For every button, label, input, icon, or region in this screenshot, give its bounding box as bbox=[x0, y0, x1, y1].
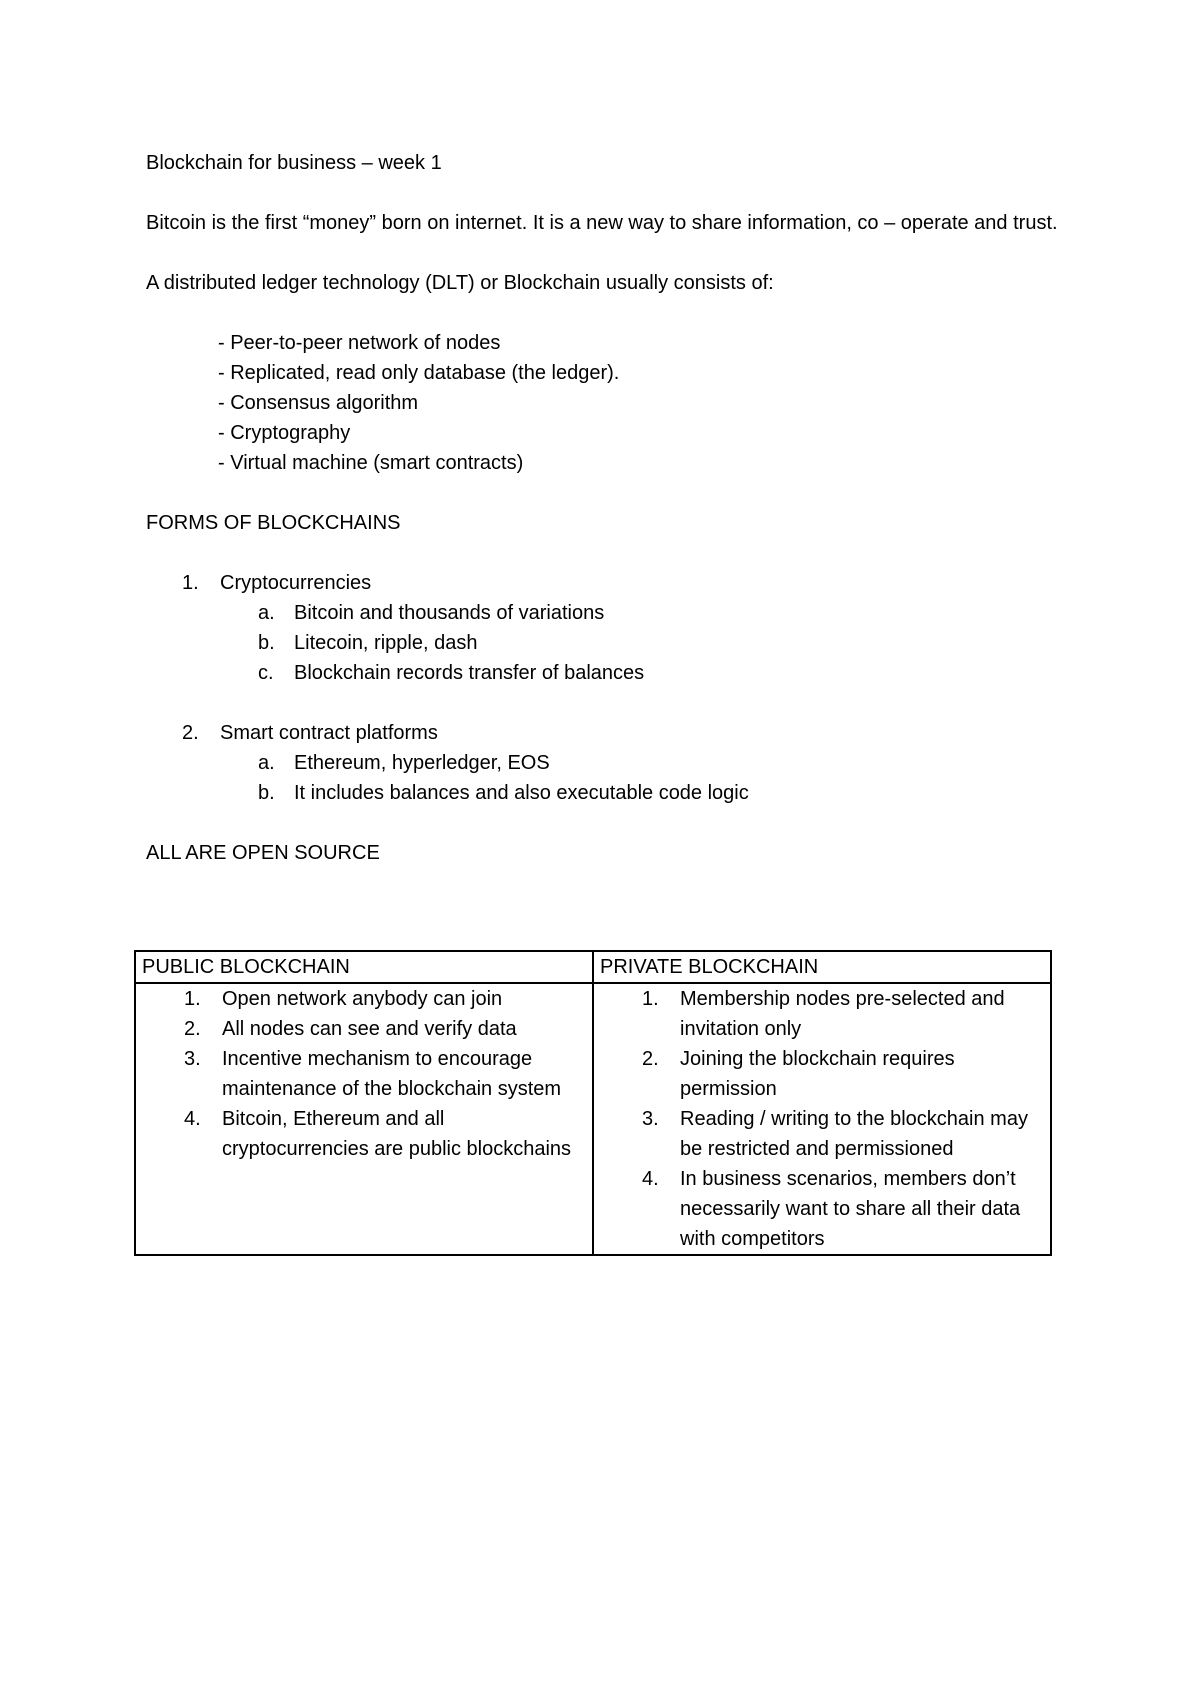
sub-list-item bbox=[220, 598, 1066, 628]
list-letter: c. bbox=[258, 662, 274, 684]
sub-list-item bbox=[220, 658, 1066, 688]
sub-list-item bbox=[220, 628, 1066, 658]
document-title: Blockchain for business – week 1 bbox=[146, 152, 442, 174]
list-item-text: Reading / writing to the blockchain may be restricted and permissioned bbox=[680, 1108, 1028, 1160]
private-list bbox=[600, 984, 1044, 1254]
list-item: - Virtual machine (smart contracts) bbox=[218, 448, 1066, 478]
list-item: - Replicated, read only database (the ledger). bbox=[218, 358, 1066, 388]
list-letter: a. bbox=[258, 752, 275, 774]
list-item bbox=[600, 1044, 1044, 1104]
forms-heading: FORMS OF BLOCKCHAINS bbox=[146, 512, 401, 534]
list-number: 4. bbox=[642, 1168, 659, 1190]
intro-paragraph: Bitcoin is the first “money” born on internet. It is a new way to share information, co – operate and trust. bbox=[146, 212, 1058, 234]
list-number: 2. bbox=[642, 1048, 659, 1070]
list-item-label: Cryptocurrencies bbox=[220, 572, 372, 594]
list-item bbox=[600, 1104, 1044, 1164]
public-list bbox=[142, 984, 586, 1164]
list-item-text: Membership nodes pre-selected and invitation only bbox=[680, 988, 1005, 1040]
list-letter: a. bbox=[258, 602, 275, 624]
list-letter: b. bbox=[258, 782, 275, 804]
list-item-label: Smart contract platforms bbox=[220, 722, 438, 744]
list-number: 1. bbox=[642, 988, 659, 1010]
dlt-list bbox=[146, 328, 1066, 478]
public-blockchain-cell bbox=[135, 983, 593, 1255]
forms-item-smart-contract-platforms bbox=[146, 718, 1066, 808]
list-item-text: Incentive mechanism to encourage maintenance of the blockchain system bbox=[222, 1048, 562, 1100]
list-item-text: In business scenarios, members don’t necessarily want to share all their data with competitors bbox=[680, 1168, 1021, 1250]
table-row bbox=[135, 983, 1051, 1255]
sub-list-text: Litecoin, ripple, dash bbox=[294, 632, 478, 654]
list-item bbox=[142, 984, 586, 1014]
list-item bbox=[600, 984, 1044, 1044]
open-source-note: ALL ARE OPEN SOURCE bbox=[146, 842, 380, 864]
dlt-heading: A distributed ledger technology (DLT) or Blockchain usually consists of: bbox=[146, 272, 774, 294]
sub-list-text: Blockchain records transfer of balances bbox=[294, 662, 645, 684]
list-number: 1. bbox=[184, 988, 201, 1010]
sub-list bbox=[220, 748, 1066, 808]
list-number: 2. bbox=[182, 722, 199, 744]
sub-list-text: Bitcoin and thousands of variations bbox=[294, 602, 605, 624]
sub-list-text: It includes balances and also executable code logic bbox=[294, 782, 749, 804]
list-item bbox=[142, 1014, 586, 1044]
list-item-text: All nodes can see and verify data bbox=[222, 1018, 517, 1040]
list-item: - Peer-to-peer network of nodes bbox=[218, 328, 1066, 358]
sub-list bbox=[220, 598, 1066, 688]
list-letter: b. bbox=[258, 632, 275, 654]
forms-list bbox=[146, 568, 1066, 808]
sub-list-text: Ethereum, hyperledger, EOS bbox=[294, 752, 550, 774]
list-item bbox=[142, 1044, 586, 1104]
sub-list-item bbox=[220, 748, 1066, 778]
list-item: - Consensus algorithm bbox=[218, 388, 1066, 418]
list-number: 3. bbox=[642, 1108, 659, 1130]
sub-list-item bbox=[220, 778, 1066, 808]
list-number: 1. bbox=[182, 572, 199, 594]
list-item bbox=[600, 1164, 1044, 1254]
list-item: - Cryptography bbox=[218, 418, 1066, 448]
comparison-table bbox=[134, 950, 1052, 1256]
document-page bbox=[146, 148, 1066, 868]
list-number: 4. bbox=[184, 1108, 201, 1130]
list-item-text: Open network anybody can join bbox=[222, 988, 503, 1010]
list-number: 3. bbox=[184, 1048, 201, 1070]
forms-item-cryptocurrencies bbox=[146, 568, 1066, 688]
list-item-text: Bitcoin, Ethereum and all cryptocurrencies are public blockchains bbox=[222, 1108, 572, 1160]
table-header-row bbox=[135, 951, 1051, 983]
private-blockchain-header: PRIVATE BLOCKCHAIN bbox=[593, 951, 1051, 983]
public-blockchain-header: PUBLIC BLOCKCHAIN bbox=[135, 951, 593, 983]
list-item-text: Joining the blockchain requires permission bbox=[680, 1048, 955, 1100]
list-item bbox=[142, 1104, 586, 1164]
list-number: 2. bbox=[184, 1018, 201, 1040]
private-blockchain-cell bbox=[593, 983, 1051, 1255]
